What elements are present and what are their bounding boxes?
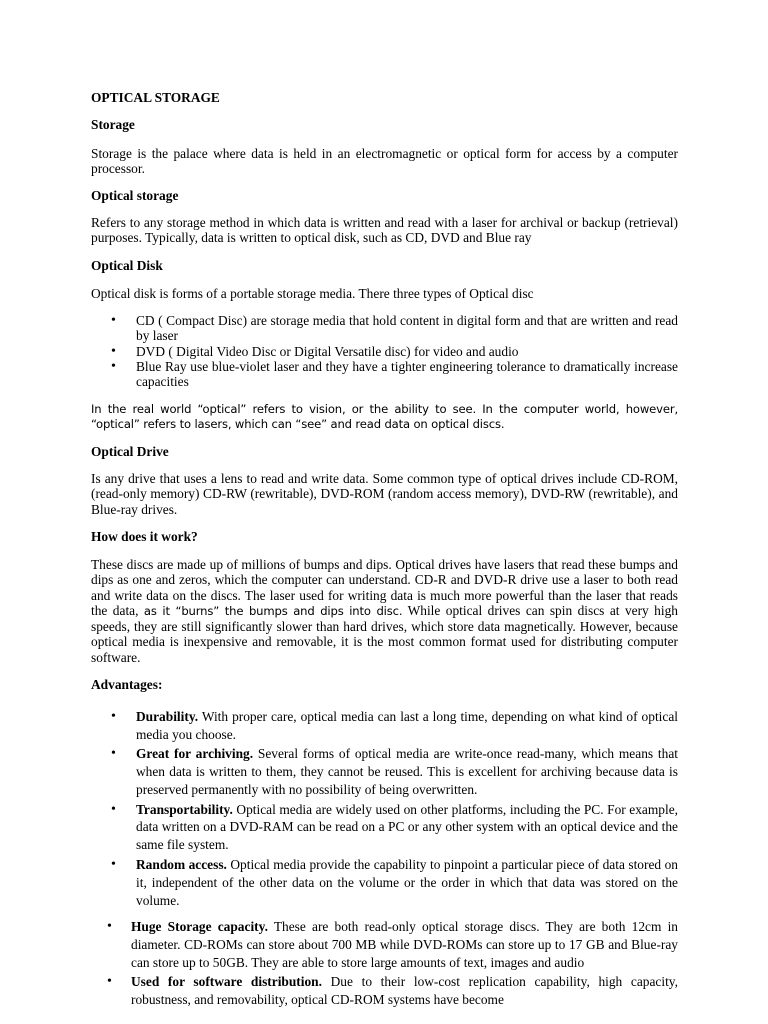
- paragraph-optical-note: In the real world “optical” refers to vision, or the ability to see. In the computer world, however, “optical” refers to lasers, which can “see” and read data on optical discs.: [91, 402, 678, 432]
- heading-optical-storage: Optical storage: [91, 188, 179, 203]
- advantage-term: Used for software distribution.: [131, 974, 322, 990]
- advantage-text: Several forms of optical media are write-once read-many, which means that when data is written to them, they cannot be reused. This is excellent for archiving because data is preserved permanently with no possibility of being overwritten.: [136, 746, 678, 798]
- advantage-text: With proper care, optical media can last a long time, depending on what kind of optical media you choose.: [136, 709, 678, 742]
- advantage-term: Random access.: [136, 856, 227, 872]
- heading-advantages: Advantages:: [91, 677, 163, 692]
- optical-disk-types-list: [136, 313, 678, 389]
- heading-how-it-works: How does it work?: [91, 529, 198, 544]
- advantage-text: Optical media provide the capability to pinpoint a particular piece of data stored on it, independent of the other data on the volume or the order in which that data was stored on the volume.: [136, 856, 678, 908]
- more-advantages-list: [131, 918, 678, 1011]
- advantages-list: [136, 708, 678, 911]
- advantage-text: Optical media are widely used on other platforms, including the PC. For example, data written on a DVD-RAM can be read on a PC or any other system with an optical device and the same file system.: [136, 801, 678, 853]
- how-it-works-text-2: as it “burns” the bumps and dips into disc.: [143, 603, 403, 618]
- advantage-term: Transportability.: [136, 801, 233, 817]
- paragraph-optical-drive: Is any drive that uses a lens to read and write data. Some common type of optical drives include CD-ROM, (read-only memory) CD-RW (rewritable), DVD-ROM (random access memory), DVD-RW (rewritable), and Blue-ray drives.: [91, 471, 678, 517]
- advantage-term: Huge Storage capacity.: [131, 919, 268, 934]
- list-item: [136, 856, 678, 910]
- how-it-works-text-3: While optical drives can spin discs at very high speeds, they are still significantly slower than hard drives, which store data magnetically. However, because optical media is inexpensive and removable, it is the most common format used for distributing computer software.: [91, 602, 678, 665]
- list-item: [136, 708, 678, 744]
- advantage-text: These are both read-only optical storage discs. They are both 12cm in diameter. CD-ROMs can store about 700 MB while DVD-ROMs can store up to 17 GB and Blue-ray can store up to 50GB. They are able to store large amounts of text, images and audio: [131, 919, 678, 970]
- list-item: • CD ( Compact Disc) are storage media that hold content in digital form and that are written and read by laser: [136, 313, 678, 344]
- how-it-works-text-1: These discs are made up of millions of bumps and dips. Optical drives have lasers that read these bumps and dips as one and zeros, which the computer can understand. CD-R and DVD-R drive use a laser to both read and write data on the discs. The laser used for writing data is much more powerful than the laser that reads the data,: [91, 557, 678, 618]
- heading-storage: Storage: [91, 117, 135, 132]
- paragraph-storage: Storage is the palace where data is held in an electromagnetic or optical form for access by a computer processor.: [91, 146, 678, 177]
- list-item: [136, 745, 678, 799]
- heading-optical-disk: Optical Disk: [91, 258, 163, 273]
- list-item: [131, 973, 678, 1009]
- paragraph-optical-storage: Refers to any storage method in which data is written and read with a laser for archival or backup (retrieval) purposes. Typically, data is written to optical disk, such as CD, DVD and Blue ray: [91, 215, 678, 246]
- list-item: • DVD ( Digital Video Disc or Digital Versatile disc) for video and audio: [136, 344, 678, 359]
- paragraph-optical-disk-intro: Optical disk is forms of a portable storage media. There three types of Optical disc: [91, 286, 534, 301]
- document-title: OPTICAL STORAGE: [91, 90, 220, 105]
- paragraph-how-it-works: [91, 557, 678, 665]
- advantage-term: Durability.: [136, 709, 199, 724]
- advantage-text: Due to their low-cost replication capability, high capacity, robustness, and removability, optical CD-ROM systems have become: [131, 974, 678, 1008]
- list-item: [136, 801, 678, 855]
- advantage-term: Great for archiving.: [136, 746, 254, 762]
- list-item: [131, 918, 678, 972]
- list-item: • Blue Ray use blue-violet laser and they have a tighter engineering tolerance to dramatically increase capacities: [136, 359, 678, 390]
- heading-optical-drive: Optical Drive: [91, 444, 169, 459]
